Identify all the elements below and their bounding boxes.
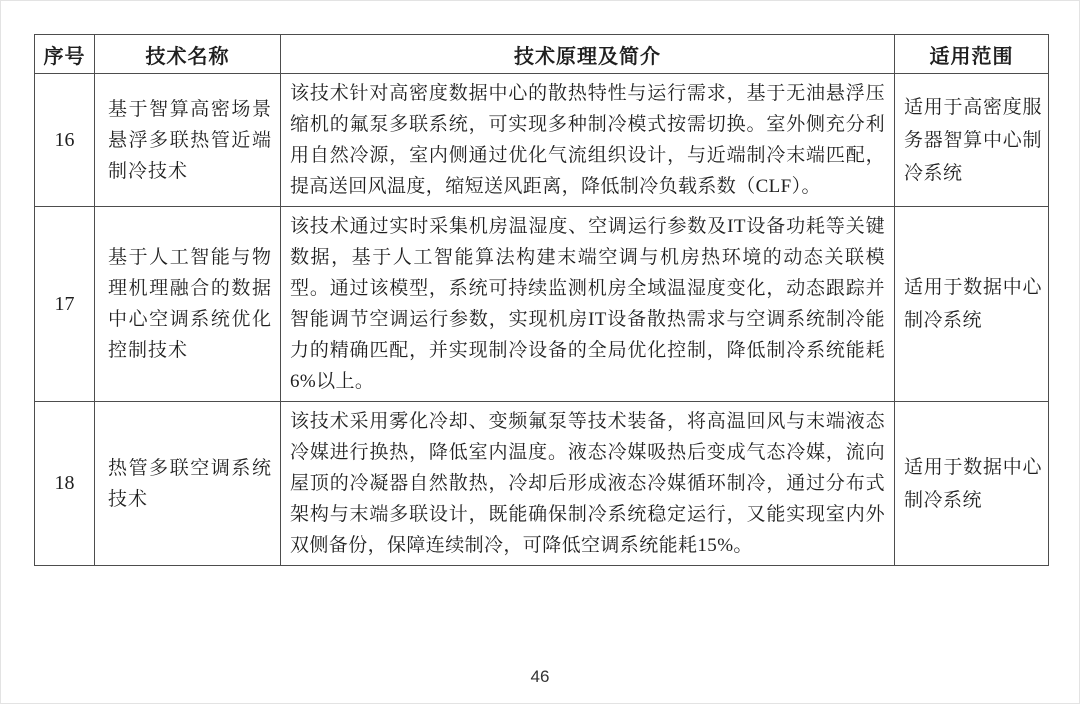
row-18-seq: 18 bbox=[35, 402, 95, 566]
row-18-tech-name: 热管多联空调系统技术 bbox=[95, 402, 281, 566]
row-17-seq: 17 bbox=[35, 207, 95, 402]
row-16-principle: 该技术针对高密度数据中心的散热特性与运行需求，基于无油悬浮压缩机的氟泵多联系统，可实现多种制冷模式按需切换。室外侧充分利用自然冷源，室内侧通过优化气流组织设计，与近端制冷末端匹配，提高送回风温度，缩短送风距离，降低制冷负载系数（CLF）。 bbox=[281, 74, 895, 207]
row-17-scope: 适用于数据中心制冷系统 bbox=[895, 207, 1049, 402]
row-16-tech-name: 基于智算高密场景悬浮多联热管近端制冷技术 bbox=[95, 74, 281, 207]
row-17-principle: 该技术通过实时采集机房温湿度、空调运行参数及IT设备功耗等关键数据，基于人工智能算法构建末端空调与机房热环境的动态关联模型。通过该模型，系统可持续监测机房全域温湿度变化，动态跟踪并智能调节空调运行参数，实现机房IT设备散热需求与空调系统制冷能力的精确匹配，并实现制冷设备的全局优化控制，降低制冷系统能耗6%以上。 bbox=[281, 207, 895, 402]
row-17-tech-name: 基于人工智能与物理机理融合的数据中心空调系统优化控制技术 bbox=[95, 207, 281, 402]
header-cell-seq: 序号 bbox=[35, 35, 95, 74]
technology-table bbox=[34, 34, 1049, 566]
row-18-principle: 该技术采用雾化冷却、变频氟泵等技术装备，将高温回风与末端液态冷媒进行换热，降低室内温度。液态冷媒吸热后变成气态冷媒，流向屋顶的冷凝器自然散热，冷却后形成液态冷媒循环制冷，通过分布式架构与末端多联设计，既能确保制冷系统稳定运行，又能实现室内外双侧备份，保障连续制冷，可降低空调系统能耗15%。 bbox=[281, 402, 895, 566]
header-cell-tech-name: 技术名称 bbox=[95, 35, 281, 74]
row-16-scope: 适用于高密度服务器智算中心制冷系统 bbox=[895, 74, 1049, 207]
page-number: 46 bbox=[530, 667, 550, 686]
row-18-scope: 适用于数据中心制冷系统 bbox=[895, 402, 1049, 566]
header-cell-principle: 技术原理及简介 bbox=[281, 35, 895, 74]
table-row-16 bbox=[35, 74, 1049, 207]
header-cell-scope: 适用范围 bbox=[895, 35, 1049, 74]
table-row-18 bbox=[35, 402, 1049, 566]
table-header-row bbox=[35, 35, 1049, 74]
table-row-17 bbox=[35, 207, 1049, 402]
row-16-seq: 16 bbox=[35, 74, 95, 207]
